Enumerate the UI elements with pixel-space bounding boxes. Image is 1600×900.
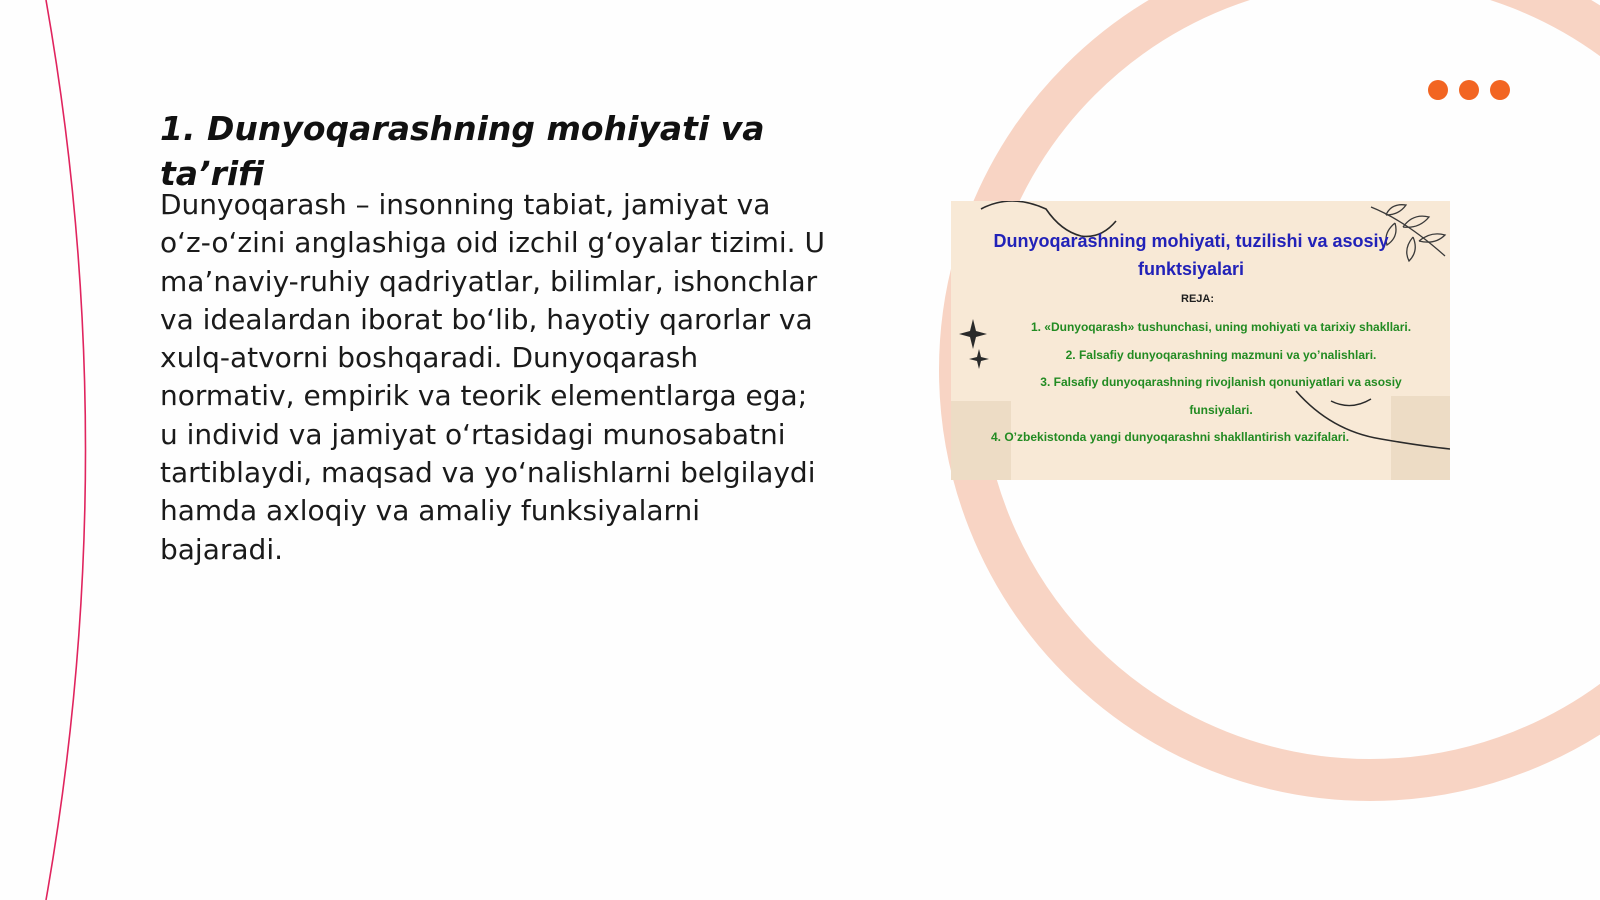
list-item: 3. Falsafiy dunyoqarashning rivojlanish qonuniyatlari va asosiy bbox=[1040, 375, 1402, 389]
thumbnail-plan-label: REJA: bbox=[1181, 293, 1215, 305]
three-dots-icon bbox=[1428, 80, 1510, 100]
left-curve-line bbox=[46, 0, 86, 900]
dot bbox=[1490, 80, 1510, 100]
thumbnail-title: Dunyoqarashning mohiyati, tuzilishi va asosiy funktsiyalari bbox=[993, 231, 1389, 279]
list-item: 1. «Dunyoqarash» tushunchasi, uning mohiyati va tarixiy shakllari. bbox=[1030, 320, 1412, 334]
dot bbox=[1459, 80, 1479, 100]
slide-title: 1. Dunyoqarashning mohiyati va ta’rifi bbox=[160, 109, 765, 193]
list-item: 4. O’zbekistonda yangi dunyoqarashni shakllantirish vazifalari. bbox=[991, 430, 1350, 444]
list-item: funsiyalari. bbox=[1189, 402, 1253, 417]
list-item: 2. Falsafiy dunyoqarashning mazmuni va yo’nalishlari. bbox=[1065, 347, 1377, 362]
embedded-slide-thumbnail bbox=[951, 201, 1450, 480]
slide-body-text: Dunyoqarash – insonning tabiat, jamiyat va o‘z-o‘zini anglashiga oid izchil g‘oyalar tizimi. U ma’naviy-ruhiy qadriyatlar, bilimlar, ishonchlar va idealardan iborat bo‘lib, hayotiy qarorlar va xulq-atvorni boshqaradi. Dunyoqarash normativ, empirik va teorik elementlarga ega; u individ va jamiyat o‘rtasidagi munosabatni tartiblaydi, maqsad va yo‘nalishlarni belgilaydi hamda axloqiy va amaliy funksiyalarni bajaradi. bbox=[160, 188, 825, 566]
thumbnail-plan-list bbox=[991, 314, 1450, 452]
dot bbox=[1428, 80, 1448, 100]
sparkle-icon bbox=[959, 319, 989, 369]
